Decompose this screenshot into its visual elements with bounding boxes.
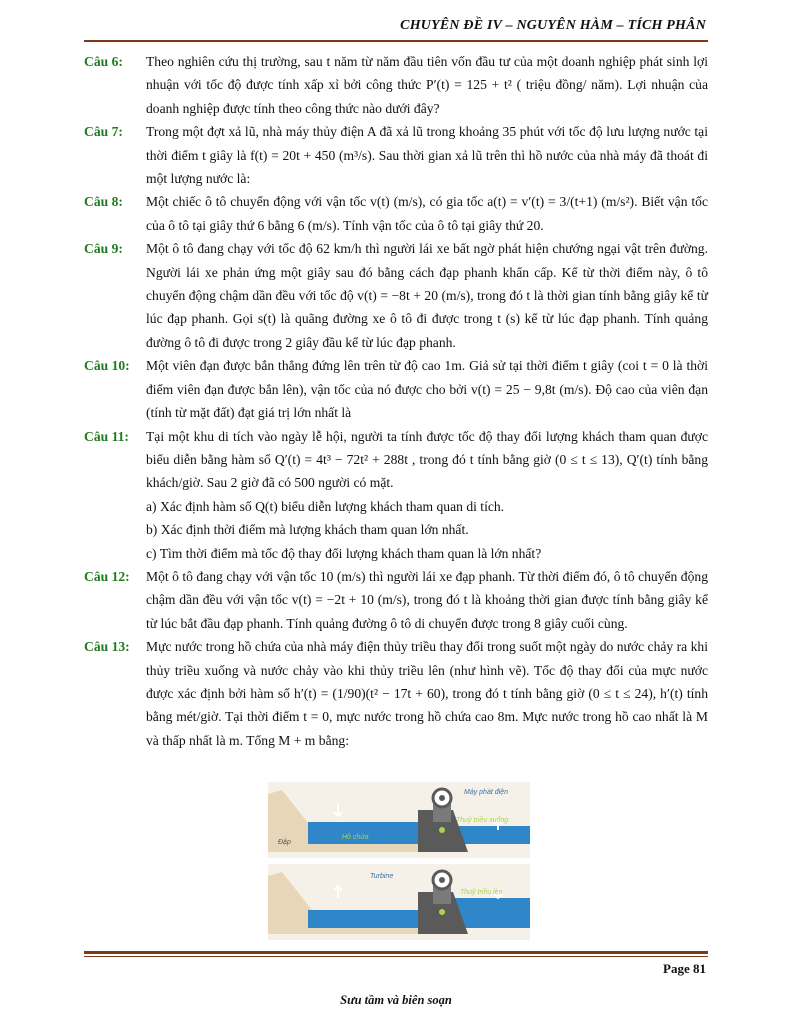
footer-divider-thin <box>84 956 708 957</box>
turbine-icon <box>439 827 445 833</box>
label-tide-out: Thuỷ triều xuống <box>456 817 509 824</box>
question-11 <box>84 425 708 565</box>
header-divider <box>84 40 708 42</box>
sea-water <box>453 826 530 844</box>
question-13 <box>84 635 708 752</box>
question-10 <box>84 354 708 424</box>
question-text: Tại một khu di tích vào ngày lễ hội, người ta tính được tốc độ thay đổi lượng khách tham quan được biểu diễn bằng hàm số Q′(t) = 4t³ − 72t² + 288t , trong đó t tính bằng giờ (0 ≤ t ≤ 13), Q′(t) tính bằng khách/giờ. Sau 2 giờ đã có 500 người có mặt. <box>146 428 708 491</box>
question-text: Một ô tô đang chạy với vận tốc 10 (m/s) thì người lái xe đạp phanh. Từ thời điểm đó, ô tô chuyển động chậm dần đều với vận tốc v(t) = −2t + 10 (m/s), trong đó t là khoảng thời gian được tính bằng giây kể từ lúc bắt đầu đạp phanh. Tính quảng đường ô tô di chuyển được trong 8 giây cuối cùng. <box>146 568 708 631</box>
question-text: Một chiếc ô tô chuyển động với vận tốc v(t) (m/s), có gia tốc a(t) = v′(t) = 3/(t+1) (m/s²). Biết vận tốc của ô tô tại giây thứ 6 bằng 6 (m/s). Tính vận tốc của ô tô tại giây thứ 20. <box>146 194 708 233</box>
question-list <box>84 50 708 752</box>
question-9 <box>84 237 708 354</box>
question-label: Câu 9: <box>84 241 123 257</box>
page-number: Page 81 <box>663 961 706 976</box>
question-text: Một ô tô đang chạy với tốc độ 62 km/h thì người lái xe bất ngờ phát hiện chướng ngại vật trên đường. Người lái xe phản ứng một giây sau đó bằng cách đạp phanh khẩn cấp. Kể từ thời điểm này, ô tô chuyển động chậm dần đều với tốc độ v(t) = −8t + 20 (m/s), trong đó t là thời gian tính bằng giây kể từ lúc đạp phanh. Gọi s(t) là quãng đường xe ô tô đi được trong t (s) kể từ lúc đạp phanh. Tính quảng đường ô tô đi được trong 2 giây đầu kể từ lúc đạp phanh. <box>146 241 708 350</box>
question-label: Câu 12: <box>84 568 130 584</box>
turbine-icon <box>439 909 445 915</box>
label-tide-in: Thuỷ triều lên <box>460 889 503 896</box>
sub-question-c: c) Tìm thời điểm mà tốc độ thay đổi lượng khách tham quan là lớn nhất? <box>146 545 542 561</box>
question-label: Câu 6: <box>84 54 123 69</box>
sub-question-b: b) Xác định thời điểm mà lượng khách tham quan lớn nhất. <box>146 522 469 538</box>
question-label: Câu 13: <box>84 639 130 655</box>
question-label: Câu 11: <box>84 428 129 444</box>
question-label: Câu 7: <box>84 124 123 140</box>
footer-divider <box>84 951 708 954</box>
page-header-title: CHUYÊN ĐỀ IV – NGUYÊN HÀM – TÍCH PHÂN <box>400 18 706 33</box>
panel-tide-out <box>268 782 530 858</box>
reservoir-water-low <box>308 910 418 928</box>
question-6 <box>84 50 708 120</box>
question-8 <box>84 190 708 237</box>
tidal-power-illustration <box>268 782 530 940</box>
question-text: Một viên đạn được bắn thẳng đứng lên trên từ độ cao 1m. Giả sử tại thời điểm t giây (coi t = 0 là thời điểm viên đạn được bắn lên), vận tốc của nó được cho bởi v(t) = 25 − 9,8t (m/s). Độ cao của viên đạn (tính từ mặt đất) đạt giá trị lớn nhất là <box>146 358 708 421</box>
footer-credit: Sưu tầm và biên soạn <box>340 993 452 1007</box>
panel-tide-in <box>268 864 530 940</box>
question-text: Theo nghiên cứu thị trường, sau t năm từ năm đầu tiên vốn đầu tư của một doanh nghiệp phát sinh lợi nhuận với tốc độ được tính xấp xỉ bởi công thức P′(t) = 125 + t² ( triệu đồng/ năm). Lợi nhuận của doanh nghiệp được tính theo công thức nào dưới đây? <box>146 54 708 116</box>
question-7 <box>84 120 708 190</box>
label-dam: Đập <box>278 839 291 846</box>
question-label: Câu 8: <box>84 194 123 210</box>
label-reservoir: Hồ chứa <box>342 834 369 841</box>
question-12 <box>84 565 708 635</box>
label-turbine: Turbine <box>370 873 394 880</box>
question-text: Mực nước trong hồ chứa của nhà máy điện thủy triều thay đổi trong suốt một ngày do nước chảy ra khi thủy triều xuống và nước chảy vào khi thủy triều lên (như hình vẽ). Tốc độ thay đổi của mực nước được xác định bởi hàm số h′(t) = (1/90)(t² − 17t + 60), trong đó t tính bằng giờ (0 ≤ t ≤ 24), h′(t) tính bằng mét/giờ. Tại thời điểm t = 0, mực nước trong hồ chứa cao 8m. Mực nước trong hồ cao nhất là M và thấp nhất là m. Tổng M + m bằng: <box>146 639 708 748</box>
sub-question-a: a) Xác định hàm số Q(t) biểu diễn lượng khách tham quan di tích. <box>146 498 505 514</box>
question-text: Trong một đợt xả lũ, nhà máy thủy điện A đã xả lũ trong khoảng 35 phút với tốc độ lưu lượng nước tại thời điểm t giây là f(t) = 20t + 450 (m³/s). Sau thời gian xả lũ trên thì hồ nước của nhà máy đã thoát đi một lượng nước là: <box>146 124 708 187</box>
question-label: Câu 10: <box>84 358 130 374</box>
label-generator: Máy phát điện <box>464 789 508 796</box>
